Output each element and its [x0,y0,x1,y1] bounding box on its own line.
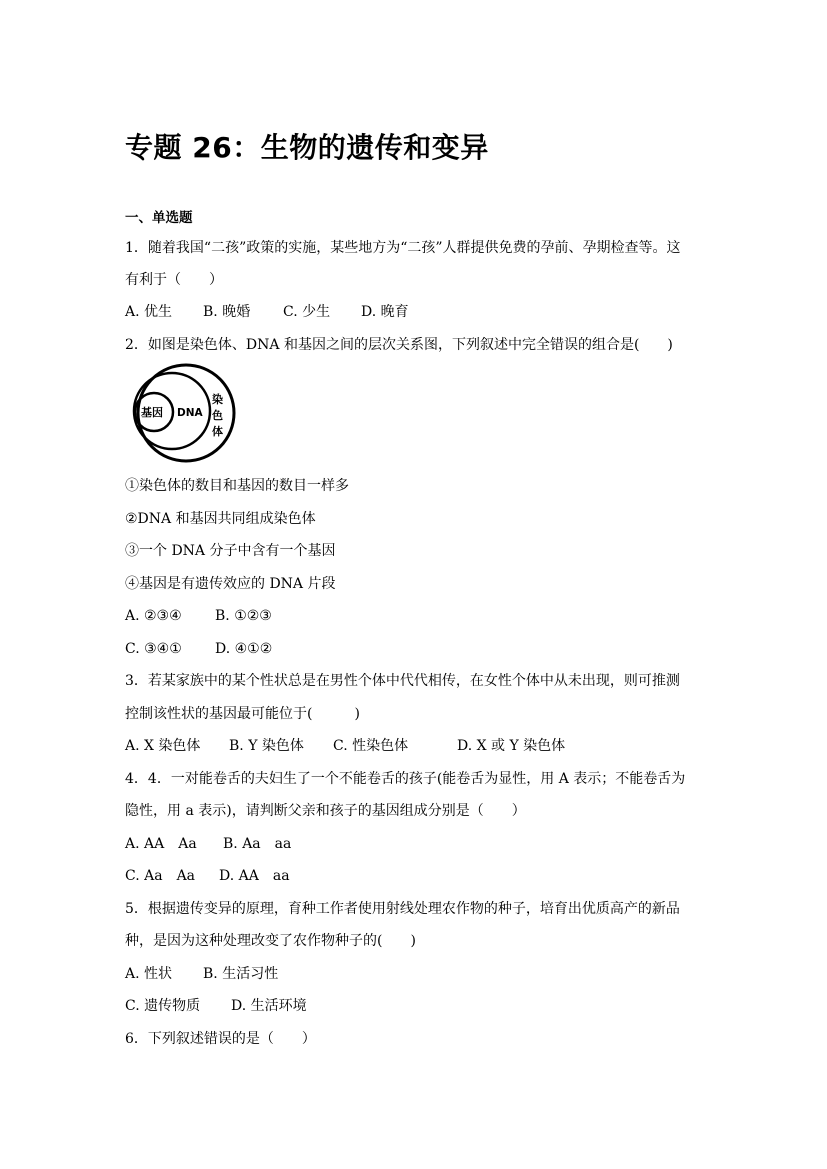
option-a: A. ②③④ [125,608,182,624]
option-a: A. X 染色体 [125,738,201,754]
option-d: D. 生活环境 [231,998,307,1014]
question-5-options-row-2 [125,996,307,1016]
question-2-line-1: 2．如图是染色体、DNA 和基因之间的层次关系图，下列叙述中完全错误的组合是( ) [125,337,673,353]
chromosome-label-2: 色 [212,409,223,422]
option-b: B. 晚婚 [203,304,251,320]
question-1-line-2: 有利于（ ） [125,272,223,288]
option-c: C. Aa Aa [125,868,196,884]
statement-3: ③一个 DNA 分子中含有一个基因 [125,543,336,559]
option-a: A. AA Aa [125,836,197,852]
question-5-line-1: 5．根据遗传变异的原理，育种工作者使用射线处理农作物的种子，培育出优质高产的新品 [125,901,680,917]
question-1-options [125,302,409,322]
option-b: B. 生活习性 [203,966,279,982]
question-4-options-row-1 [125,834,291,854]
option-d: D. X 或 Y 染色体 [457,738,566,754]
section-heading: 一、单选题 [125,210,193,226]
statement-4: ④基因是有遗传效应的 DNA 片段 [125,576,336,592]
option-c: C. 少生 [283,304,331,320]
question-3-options [125,736,565,756]
option-c: C. 遗传物质 [125,998,201,1014]
question-2-options-row-2 [125,639,272,659]
dna-label: DNA [177,407,203,419]
option-a: A. 优生 [125,304,173,320]
option-b: B. Y 染色体 [229,738,304,754]
option-b: B. ①②③ [215,608,272,624]
question-2-options-row-1 [125,606,272,626]
chromosome-label-1: 染 [212,393,223,406]
question-6-line-1: 6．下列叙述错误的是（ ） [125,1031,316,1047]
chromosome-label-3: 体 [212,425,223,438]
chromosome-dna-gene-diagram [128,363,240,463]
question-3-line-1: 3．若某家族中的某个性状总是在男性个体中代代相传，在女性个体中从未出现，则可推测 [125,673,680,689]
statement-2: ②DNA 和基因共同组成染色体 [125,511,316,527]
option-d: D. 晚育 [361,304,409,320]
question-4-line-2: 隐性，用 a 表示)，请判断父亲和孩子的基因组成分别是（ ） [125,803,526,819]
option-c: C. 性染色体 [333,738,409,754]
question-5-line-2: 种，是因为这种处理改变了农作物种子的( ) [125,933,416,949]
option-d: D. AA aa [219,868,290,884]
question-4-line-1: 4．4．一对能卷舌的夫妇生了一个不能卷舌的孩子(能卷舌为显性，用 A 表示；不能卷舌为 [125,771,686,787]
statement-1: ①染色体的数目和基因的数目一样多 [125,478,349,494]
option-b: B. Aa aa [223,836,292,852]
option-c: C. ③④① [125,641,182,657]
page-title: 专题 26：生物的遗传和变异 [125,131,489,164]
option-d: D. ④①② [215,641,273,657]
question-3-line-2: 控制该性状的基因最可能位于( ) [125,706,360,722]
gene-label: 基因 [141,406,163,419]
option-a: A. 性状 [125,966,173,982]
question-4-options-row-2 [125,866,290,886]
question-5-options-row-1 [125,964,278,984]
question-1-line-1: 1．随着我国“二孩”政策的实施，某些地方为“二孩”人群提供免费的孕前、孕期检查等。这 [125,240,681,256]
